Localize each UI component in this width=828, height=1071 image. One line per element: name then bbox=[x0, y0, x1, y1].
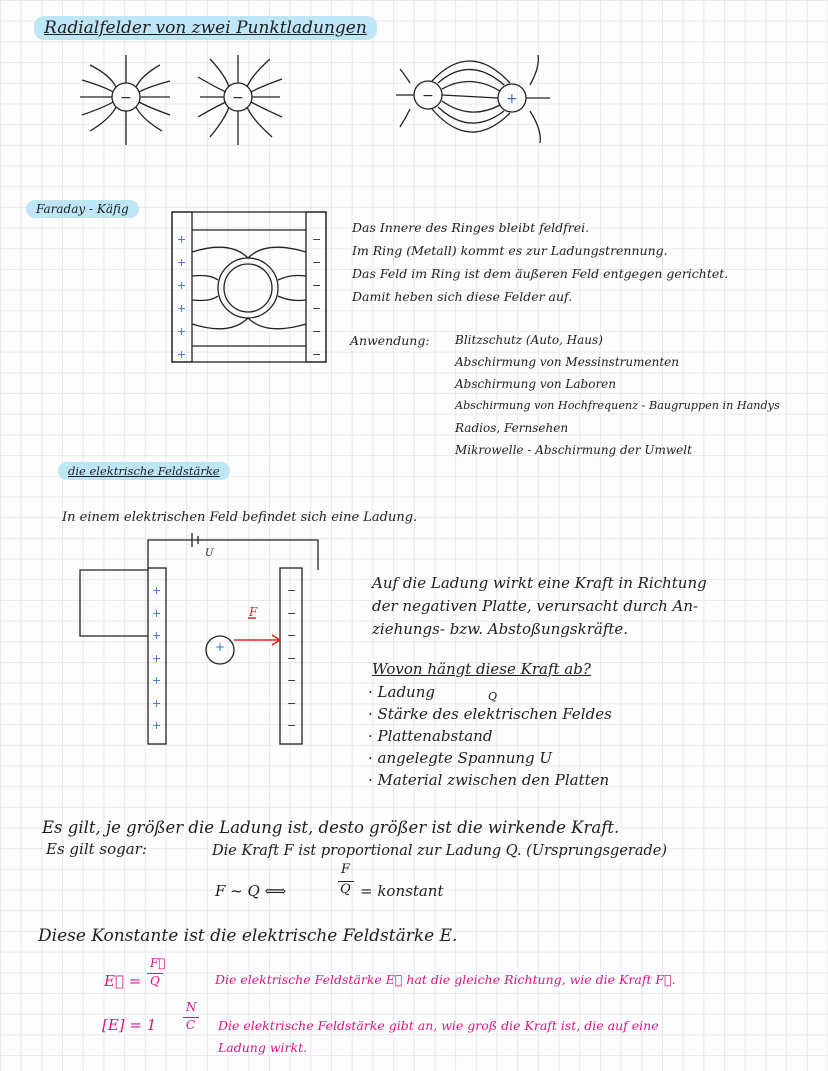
constant-sentence: Diese Konstante ist die elektrische Feldstärke E. bbox=[38, 926, 458, 946]
section-title-radialfelder: Radialfelder von zwei Punktladungen bbox=[34, 16, 377, 40]
capacitor-sketch bbox=[80, 540, 340, 750]
capacitor-plus-signs: + + + + + + + bbox=[152, 584, 162, 732]
feldstaerke-intro: In einem elektrischen Feld befindet sich eine Ladung. bbox=[62, 510, 418, 525]
definition-den: Q bbox=[150, 974, 160, 988]
faraday-line-1: Das Innere des Ringes bleibt feldfrei. bbox=[352, 220, 590, 235]
factor-2: · Stärke des elektrischen Feldes bbox=[368, 705, 612, 723]
formula-num: F bbox=[341, 862, 351, 877]
unit-num: N bbox=[186, 1000, 197, 1014]
factor-1: · Ladung bbox=[368, 683, 435, 701]
application-2: Abschirmung von Messinstrumenten bbox=[455, 355, 679, 369]
faraday-line-3: Das Feld im Ring ist dem äußeren Feld entgegen gerichtet. bbox=[352, 266, 729, 281]
capacitor-minus-signs: − − − − − − − bbox=[287, 584, 297, 732]
faraday-minus-signs: − − − − − − bbox=[312, 233, 322, 361]
force-desc-2: der negativen Platte, verursacht durch An- bbox=[372, 597, 699, 615]
formula-right: = konstant bbox=[360, 882, 444, 900]
force-label: F bbox=[249, 605, 258, 619]
dipole-field bbox=[396, 55, 550, 143]
section-title-faraday: Faraday - Käfig bbox=[26, 200, 139, 218]
application-4: Abschirmung von Hochfrequenz - Baugruppen in Handys bbox=[455, 399, 780, 412]
radial-field-sketches bbox=[60, 45, 560, 155]
faraday-line-2: Im Ring (Metall) kommt es zur Ladungstrennung. bbox=[352, 243, 668, 258]
application-1: Blitzschutz (Auto, Haus) bbox=[455, 333, 603, 347]
factor-5: · Material zwischen den Platten bbox=[368, 771, 610, 789]
charge-2-sign: − bbox=[232, 90, 244, 106]
force-desc-3: ziehungs- bzw. Abstoßungskräfte. bbox=[372, 620, 629, 638]
definition-text: Die elektrische Feldstärke E⃗ hat die gleiche Richtung, wie die Kraft F⃗. bbox=[215, 972, 676, 987]
dipole-negative-sign: − bbox=[422, 88, 434, 104]
formula-den: Q bbox=[340, 882, 351, 897]
definition-lhs: E⃗ = bbox=[104, 972, 142, 990]
section-title-feldstaerke: die elektrische Feldstärke bbox=[58, 462, 230, 480]
faraday-line-4: Damit heben sich diese Felder auf. bbox=[352, 289, 573, 304]
factor-4: · angelegte Spannung U bbox=[368, 749, 553, 767]
dipole-positive-sign: + bbox=[506, 91, 518, 107]
unit-lhs: [E] = 1 bbox=[102, 1016, 157, 1034]
charge-label: + bbox=[215, 640, 226, 654]
unit-den: C bbox=[186, 1018, 196, 1032]
force-desc-1: Auf die Ladung wirkt eine Kraft in Richtung bbox=[372, 574, 707, 592]
definition-num: F⃗ bbox=[150, 956, 166, 970]
rule-2: Die Kraft F ist proportional zur Ladung Q. (Ursprungsgerade) bbox=[212, 843, 668, 859]
rule-2-label: Es gilt sogar: bbox=[46, 840, 147, 858]
application-5: Radios, Fernsehen bbox=[455, 421, 569, 435]
factor-3: · Plattenabstand bbox=[368, 727, 493, 745]
unit-text-2: Ladung wirkt. bbox=[218, 1040, 308, 1055]
voltage-label: U bbox=[205, 548, 214, 559]
faraday-cage-sketch bbox=[170, 210, 330, 370]
factors-question: Wovon hängt diese Kraft ab? bbox=[372, 660, 591, 678]
application-3: Abschirmung von Laboren bbox=[455, 377, 617, 391]
charge-1-sign: − bbox=[120, 90, 132, 106]
faraday-plus-signs: + + + + + + bbox=[177, 233, 187, 361]
unit-text-1: Die elektrische Feldstärke gibt an, wie groß die Kraft ist, die auf eine bbox=[218, 1018, 659, 1033]
application-label: Anwendung: bbox=[350, 333, 430, 348]
application-6: Mikrowelle - Abschirmung der Umwelt bbox=[455, 443, 692, 457]
rule-1: Es gilt, je größer die Ladung ist, desto größer ist die wirkende Kraft. bbox=[42, 818, 620, 837]
factor-q: Q bbox=[488, 690, 498, 703]
formula-left: F ~ Q ⟺ bbox=[215, 882, 287, 900]
